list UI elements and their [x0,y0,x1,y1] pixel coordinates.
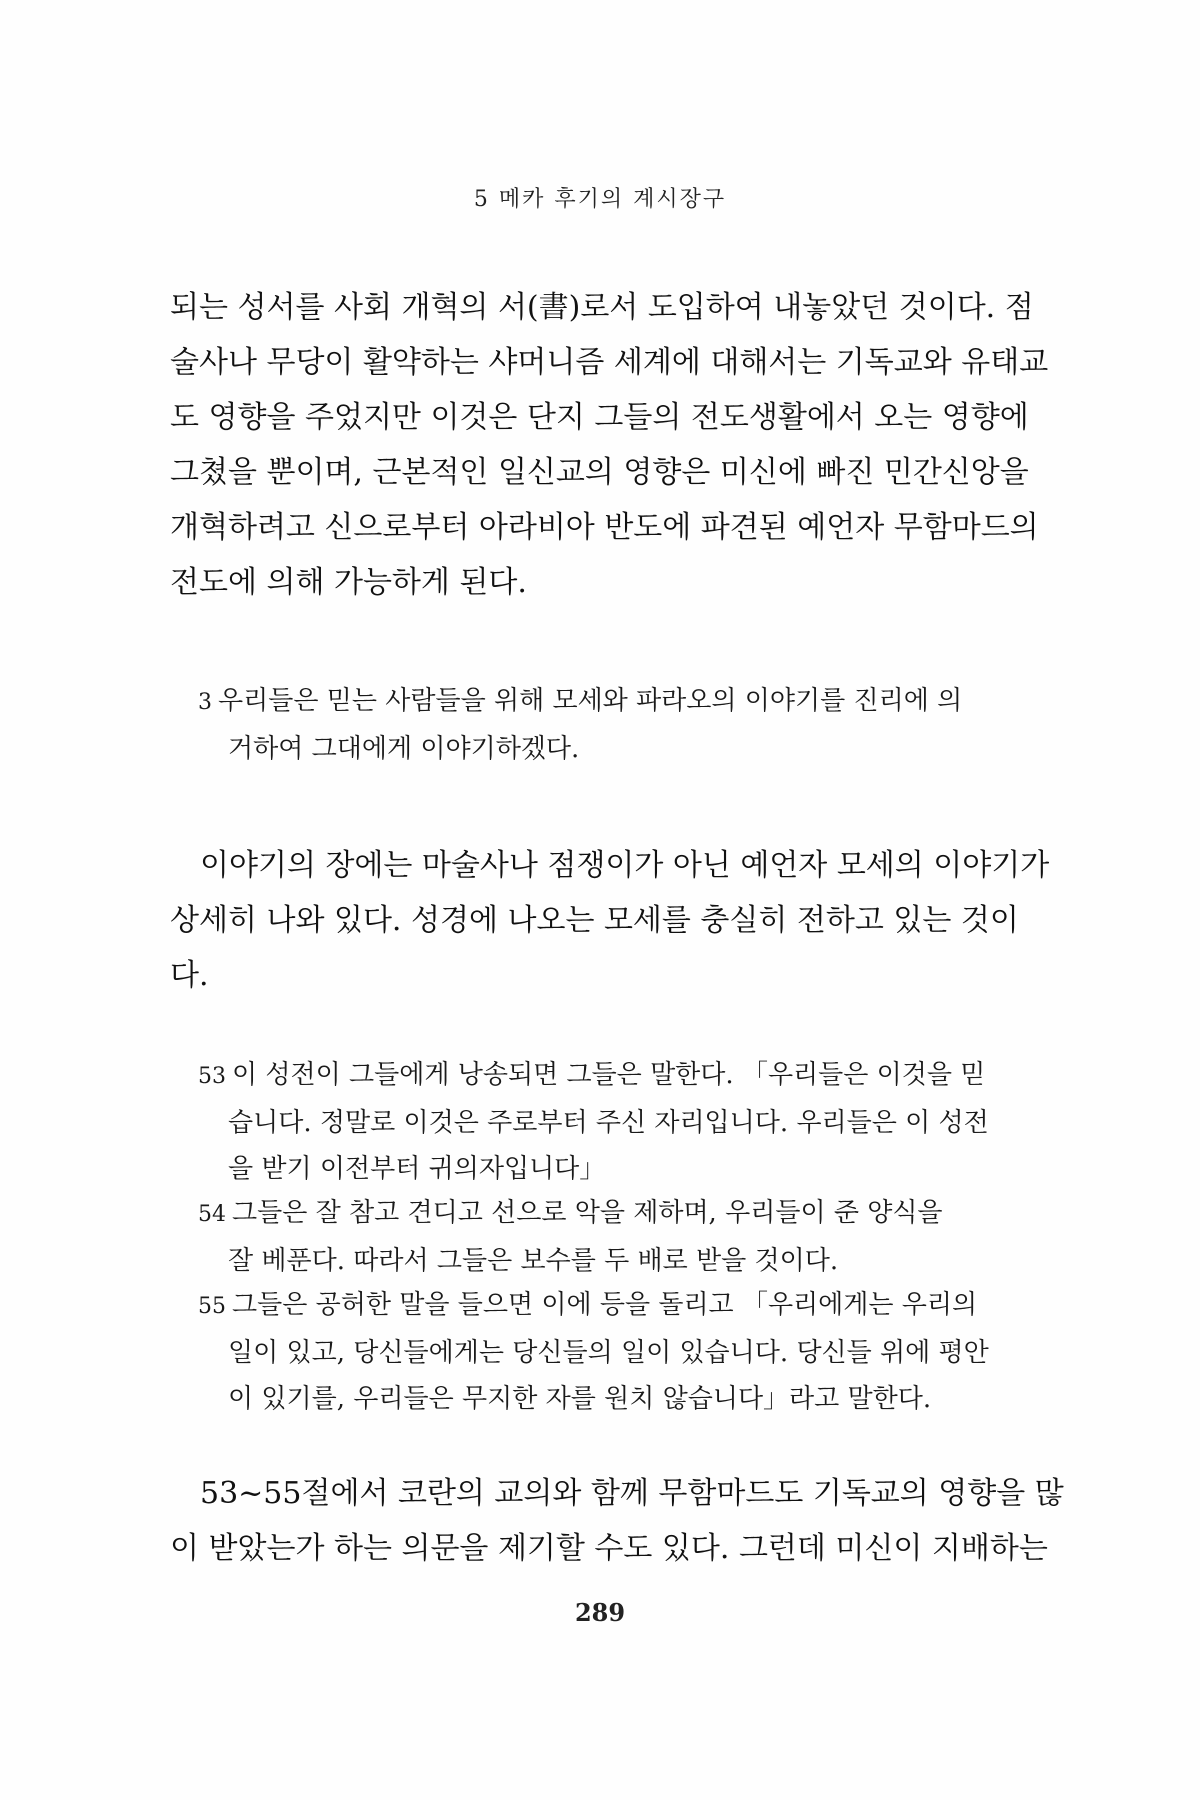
body-paragraph-1 [170,280,1049,610]
paragraph-line: 그쳤을 뿐이며, 근본적인 일신교의 영향은 미신에 빠진 민간신앙을 [170,455,1029,490]
verse-53 [198,1052,998,1192]
paragraph-line: 다. [170,958,209,993]
verse-line: 우리들은 믿는 사람들을 위해 모세와 파라오의 이야기를 진리에 의 [218,686,963,716]
body-paragraph-2 [170,838,1050,1003]
verse-line: 일이 있고, 당신들에게는 당신들의 일이 있습니다. 당신들 위에 평안 [228,1338,989,1368]
body-paragraph-3 [170,1466,1064,1576]
verse-line: 이 있기를, 우리들은 무지한 자를 원치 않습니다」라고 말한다. [228,1384,932,1414]
paragraph-line: 이야기의 장에는 마술사나 점쟁이가 아닌 예언자 모세의 이야기가 [200,848,1050,883]
paragraph-line: 술사나 무당이 활약하는 샤머니즘 세계에 대해서는 기독교와 유태교 [170,345,1049,380]
paragraph-line: 개혁하려고 신으로부터 아라비아 반도에 파견된 예언자 무함마드의 [170,510,1039,545]
paragraph-line: 전도에 의해 가능하게 된다. [170,565,527,600]
paragraph-line: 되는 성서를 사회 개혁의 서(書)로서 도입하여 내놓았던 것이다. 점 [170,290,1034,325]
paragraph-line: 도 영향을 주었지만 이것은 단지 그들의 전도생활에서 오는 영향에 [170,400,1029,435]
verse-55 [198,1282,998,1422]
verse-line: 을 받기 이전부터 귀의자입니다」 [228,1154,606,1184]
page-number: 289 [574,1598,626,1627]
paragraph-line: 상세히 나와 있다. 성경에 나오는 모세를 충실히 전하고 있는 것이 [170,903,1019,938]
verse-number: 55 [198,1294,226,1319]
verse-line: 이 성전이 그들에게 낭송되면 그들은 말한다. 「우리들은 이것을 믿 [232,1060,986,1090]
verse-number: 53 [198,1064,226,1089]
verse-line: 거하여 그대에게 이야기하겠다. [228,734,580,764]
verse-line: 그들은 공허한 말을 들으면 이에 등을 돌리고 「우리에게는 우리의 [232,1290,978,1320]
verse-line: 잘 베푼다. 따라서 그들은 보수를 두 배로 받을 것이다. [228,1246,839,1276]
verse-3 [198,678,998,772]
verse-line: 습니다. 정말로 이것은 주로부터 주신 자리입니다. 우리들은 이 성전 [228,1108,989,1138]
verse-line: 그들은 잘 참고 견디고 선으로 악을 제하며, 우리들이 준 양식을 [232,1198,943,1228]
running-header: 5 메카 후기의 계시장구 [473,187,727,212]
paragraph-line: 53~55절에서 코란의 교의와 함께 무함마드도 기독교의 영향을 많 [200,1476,1064,1511]
verse-54 [198,1190,998,1284]
verse-number: 3 [198,690,212,715]
verse-number: 54 [198,1202,226,1227]
paragraph-line: 이 받았는가 하는 의문을 제기할 수도 있다. 그런데 미신이 지배하는 [170,1531,1048,1566]
